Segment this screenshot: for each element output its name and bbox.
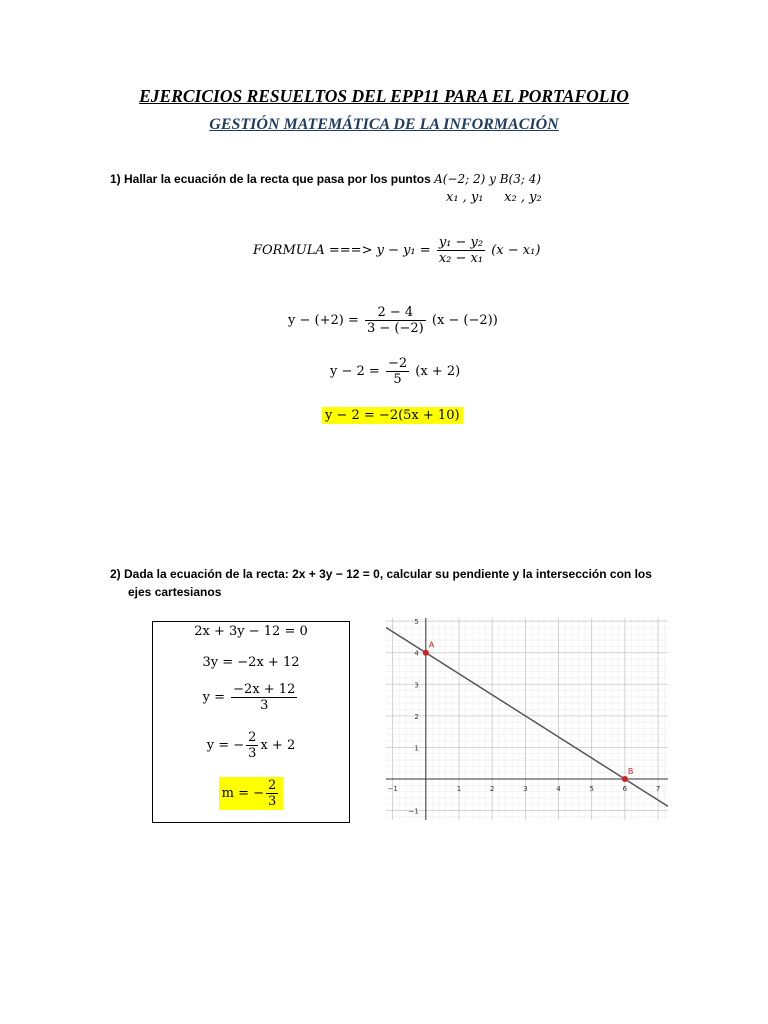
step1-left: y − (+2) =	[288, 313, 359, 328]
formula-label: FORMULA ===> y − y₁ =	[253, 243, 431, 258]
point-label-b: B	[627, 766, 634, 776]
step2-fraction	[386, 356, 409, 387]
exercise1-formula	[253, 235, 540, 266]
x-tick-label: 1	[456, 784, 462, 793]
y-tick-label: −1	[408, 807, 419, 816]
box-line5	[153, 777, 349, 810]
box-line3-denominator: 3	[260, 698, 269, 713]
page-title: EJERCICIOS RESUELTOS DEL EPP11 PARA EL PORTAFOLIO	[139, 86, 629, 106]
step1-numerator: 2 − 4	[365, 305, 426, 321]
box-line3-left: y =	[202, 690, 226, 705]
formula-denominator: x₂ − x₁	[438, 251, 484, 266]
box-line4-denominator: 3	[248, 746, 257, 761]
x-tick-label: 5	[589, 784, 594, 793]
x-tick-label: 2	[489, 784, 495, 793]
exercise1-prompt-text: 1) Hallar la ecuación de la recta que pasa por los puntos	[110, 172, 435, 186]
box-line5-denominator: 3	[268, 794, 277, 809]
y-tick-label: 2	[414, 712, 419, 721]
formula-fraction	[437, 235, 485, 266]
formula-numerator: y₁ − y₂	[438, 235, 484, 250]
point-b	[622, 776, 628, 782]
point-a	[423, 650, 429, 656]
exercise1-step1	[288, 305, 498, 336]
box-line5-fraction	[266, 778, 278, 809]
step1-fraction	[365, 305, 426, 336]
exercise1-result: y − 2 = −2(5x + 10)	[322, 407, 463, 424]
formula-tail: (x − x₁)	[491, 243, 541, 258]
step1-denominator: 3 − (−2)	[366, 321, 424, 336]
box-line1: 2x + 3y − 12 = 0	[194, 624, 308, 639]
y-tick-label: 4	[414, 649, 419, 658]
exercise1-point-labels: x₁ , y₁ x₂ , y₂	[446, 190, 542, 205]
exercise1-step2	[330, 356, 460, 387]
exercise1-points: A(−2; 2) y B(3; 4)	[434, 172, 542, 186]
box-line3-fraction	[231, 682, 297, 713]
y-tick-label: 5	[414, 618, 419, 627]
step1-tail: (x − (−2))	[431, 313, 498, 328]
point-label-a: A	[428, 640, 435, 650]
step2-numerator: −2	[387, 356, 408, 371]
exercise1-prompt	[110, 172, 541, 186]
box-line5-numerator: 2	[268, 778, 277, 793]
box-line4-tail: x + 2	[260, 738, 296, 753]
box-line4-numerator: 2	[248, 730, 257, 745]
box-line4	[153, 730, 349, 761]
x-tick-label: −1	[387, 784, 398, 793]
box-line3	[153, 682, 349, 713]
x-tick-label: 6	[622, 784, 628, 793]
page-subtitle: GESTIÓN MATEMÁTICA DE LA INFORMACIÓN	[209, 116, 559, 133]
y-tick-label: 3	[414, 681, 419, 690]
y-tick-label: 1	[414, 744, 419, 753]
exercise2-prompt-line1: 2) Dada la ecuación de la recta: 2x + 3y − 12 = 0, calcular su pendiente y la intersección con los	[110, 567, 652, 581]
step2-denominator: 5	[393, 372, 402, 387]
box-line5-left: m = −	[221, 786, 265, 801]
box-line4-left: y = −	[206, 738, 245, 753]
solution-box	[152, 621, 350, 823]
step2-tail: (x + 2)	[415, 364, 461, 379]
x-tick-label: 3	[523, 784, 528, 793]
box-line2: 3y = −2x + 12	[202, 655, 300, 670]
x-tick-label: 4	[556, 784, 561, 793]
x-tick-label: 7	[655, 784, 661, 793]
step2-left: y − 2 =	[330, 364, 380, 379]
line-graph	[386, 618, 668, 820]
slope-highlight	[219, 777, 284, 810]
exercise2-prompt-line2: ejes cartesianos	[128, 585, 222, 599]
box-line3-numerator: −2x + 12	[233, 682, 296, 697]
box-line4-fraction	[246, 730, 258, 761]
